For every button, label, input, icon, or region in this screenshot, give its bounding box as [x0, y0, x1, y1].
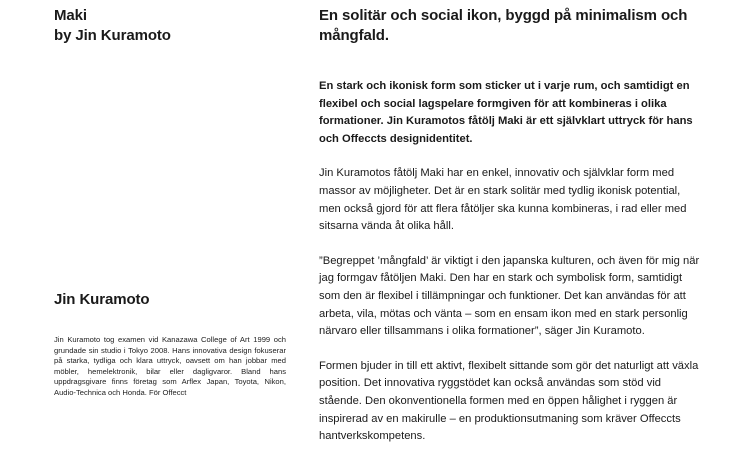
designer-bio: Jin Kuramoto tog examen vid Kanazawa College of Art 1999 och grundade sin studio i Tokyo 2008. Hans innovativa design fokuserar på starka, tydliga och klara uttryck, oavsett om han jobbar med möbler, hemelektronik, bilar eller dagligvaror. Bland hans uppdragsgivare finns företag som Arflex Japan, Toyota, Nikon, Audio-Technica och Honda. För Offecct — [54, 335, 286, 397]
designer-byline: by Jin Kuramoto — [54, 27, 171, 44]
designer-heading: Jin Kuramoto — [54, 291, 150, 308]
body-paragraph: Formen bjuder in till ett aktivt, flexibelt sittande som gör det naturligt att växla position. Det innovativa ryggstödet kan också användas som stöd vid stående. Den okonventionella formen med en öppen hålighet i ryggen är inspirerad av en makirulle – en produktionsutmaning som kräver Offeccts hantverkskompetens. — [319, 359, 699, 443]
product-name: Maki — [54, 7, 87, 24]
article-headline: En solitär och social ikon, byggd på minimalism och mångfald. — [319, 7, 688, 44]
article-body — [319, 6, 701, 463]
product-title-block — [54, 6, 286, 46]
body-paragraph: Jin Kuramotos fåtölj Maki har en enkel, innovativ och självklar form med massor av möjligheter. Det är en stark solitär med tydlig ikonisk potential, men också gjord för att flera fåtöljer ska kunna kombineras, i rad eller med sitsarna vända åt olika håll. — [319, 167, 687, 233]
lead-paragraph: En stark och ikonisk form som sticker ut i varje rum, och samtidigt en flexibel och social lagspelare formgiven för att kombineras i olika formationer. Jin Kuramotos fåtölj Maki är ett självklart uttryck för hans och Offeccts designidentitet. — [319, 80, 693, 145]
quote-paragraph: ”Begreppet ’mångfald’ är viktigt i den japanska kulturen, och även för mig när jag formgav fåtöljen Maki. Den har en stark och symbolisk form, samtidigt som den är flexibel i tillämpningar och funktioner. Det kan användas för att arbeta, vila, mötas och vänta – som en ensam ikon med en stark personlig närvaro eller tillsammans i olika formationer”, säger Jin Kuramoto. — [319, 254, 700, 338]
